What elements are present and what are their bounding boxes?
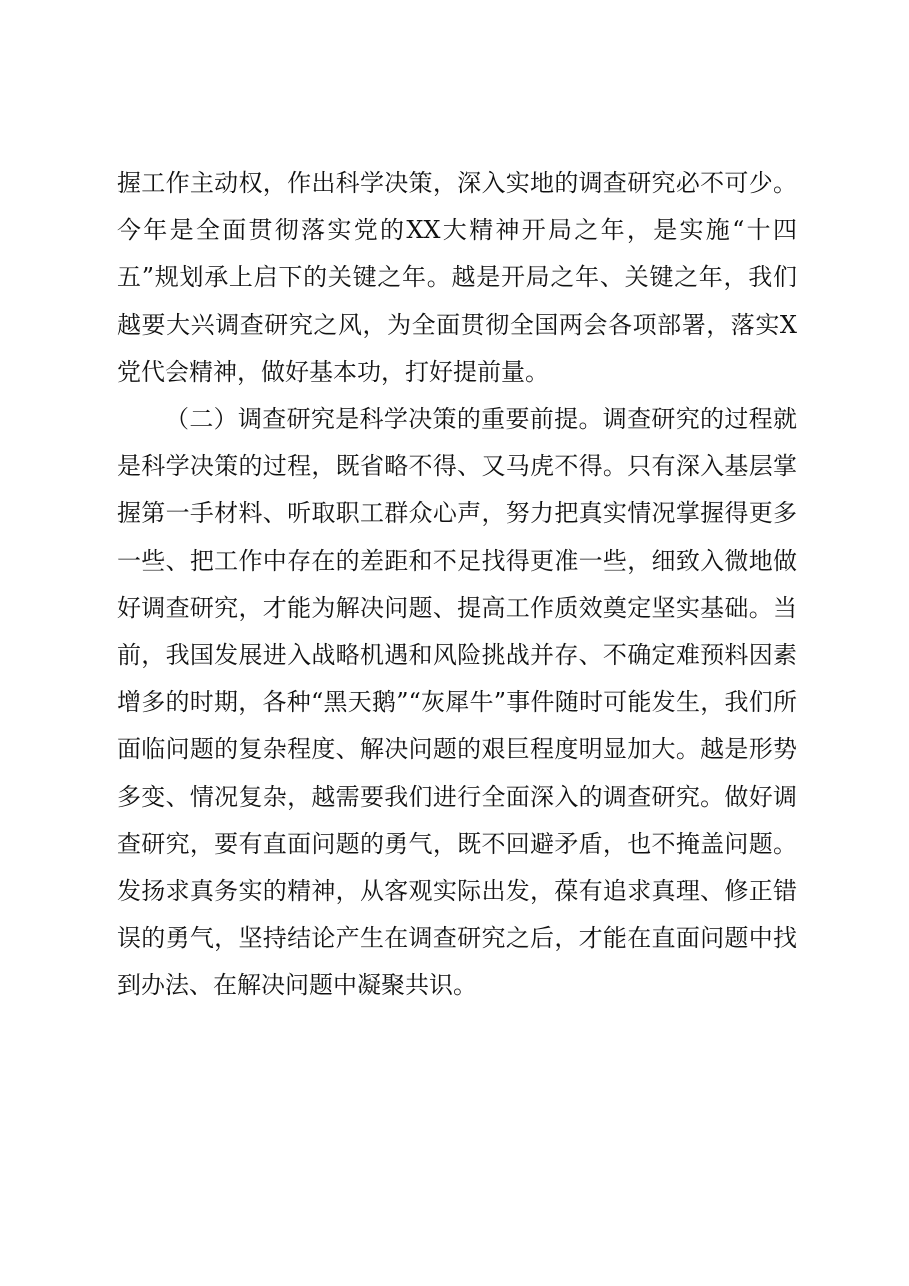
document-body bbox=[117, 160, 797, 1010]
paragraph-section-two: （二）调查研究是科学决策的重要前提。调查研究的过程就是科学决策的过程，既省略不得、又马虎不得。只有深入基层掌握第一手材料、听取职工群众心声，努力把真实情况掌握得更多一些、把工作中存在的差距和不足找得更准一些，细致入微地做好调查研究，才能为解决问题、提高工作质效奠定坚实基础。当前，我国发展进入战略机遇和风险挑战并存、不确定难预料因素增多的时期，各种“黑天鹅”“灰犀牛”事件随时可能发生，我们所面临问题的复杂程度、解决问题的艰巨程度明显加大。越是形势多变、情况复杂，越需要我们进行全面深入的调查研究。做好调查研究，要有直面问题的勇气，既不回避矛盾，也不掩盖问题。发扬求真务实的精神，从客观实际出发，葆有追求真理、修正错误的勇气，坚持结论产生在调查研究之后，才能在直面问题中找到办法、在解决问题中凝聚共识。 bbox=[117, 405, 797, 1000]
paragraph-continuation: 握工作主动权，作出科学决策，深入实地的调查研究必不可少。今年是全面贯彻落实党的XX大精神开局之年，是实施“十四五”规划承上启下的关键之年。越是开局之年、关键之年，我们越要大兴调查研究之风，为全面贯彻全国两会各项部署，落实X党代会精神，做好基本功，打好提前量。 bbox=[117, 169, 797, 386]
